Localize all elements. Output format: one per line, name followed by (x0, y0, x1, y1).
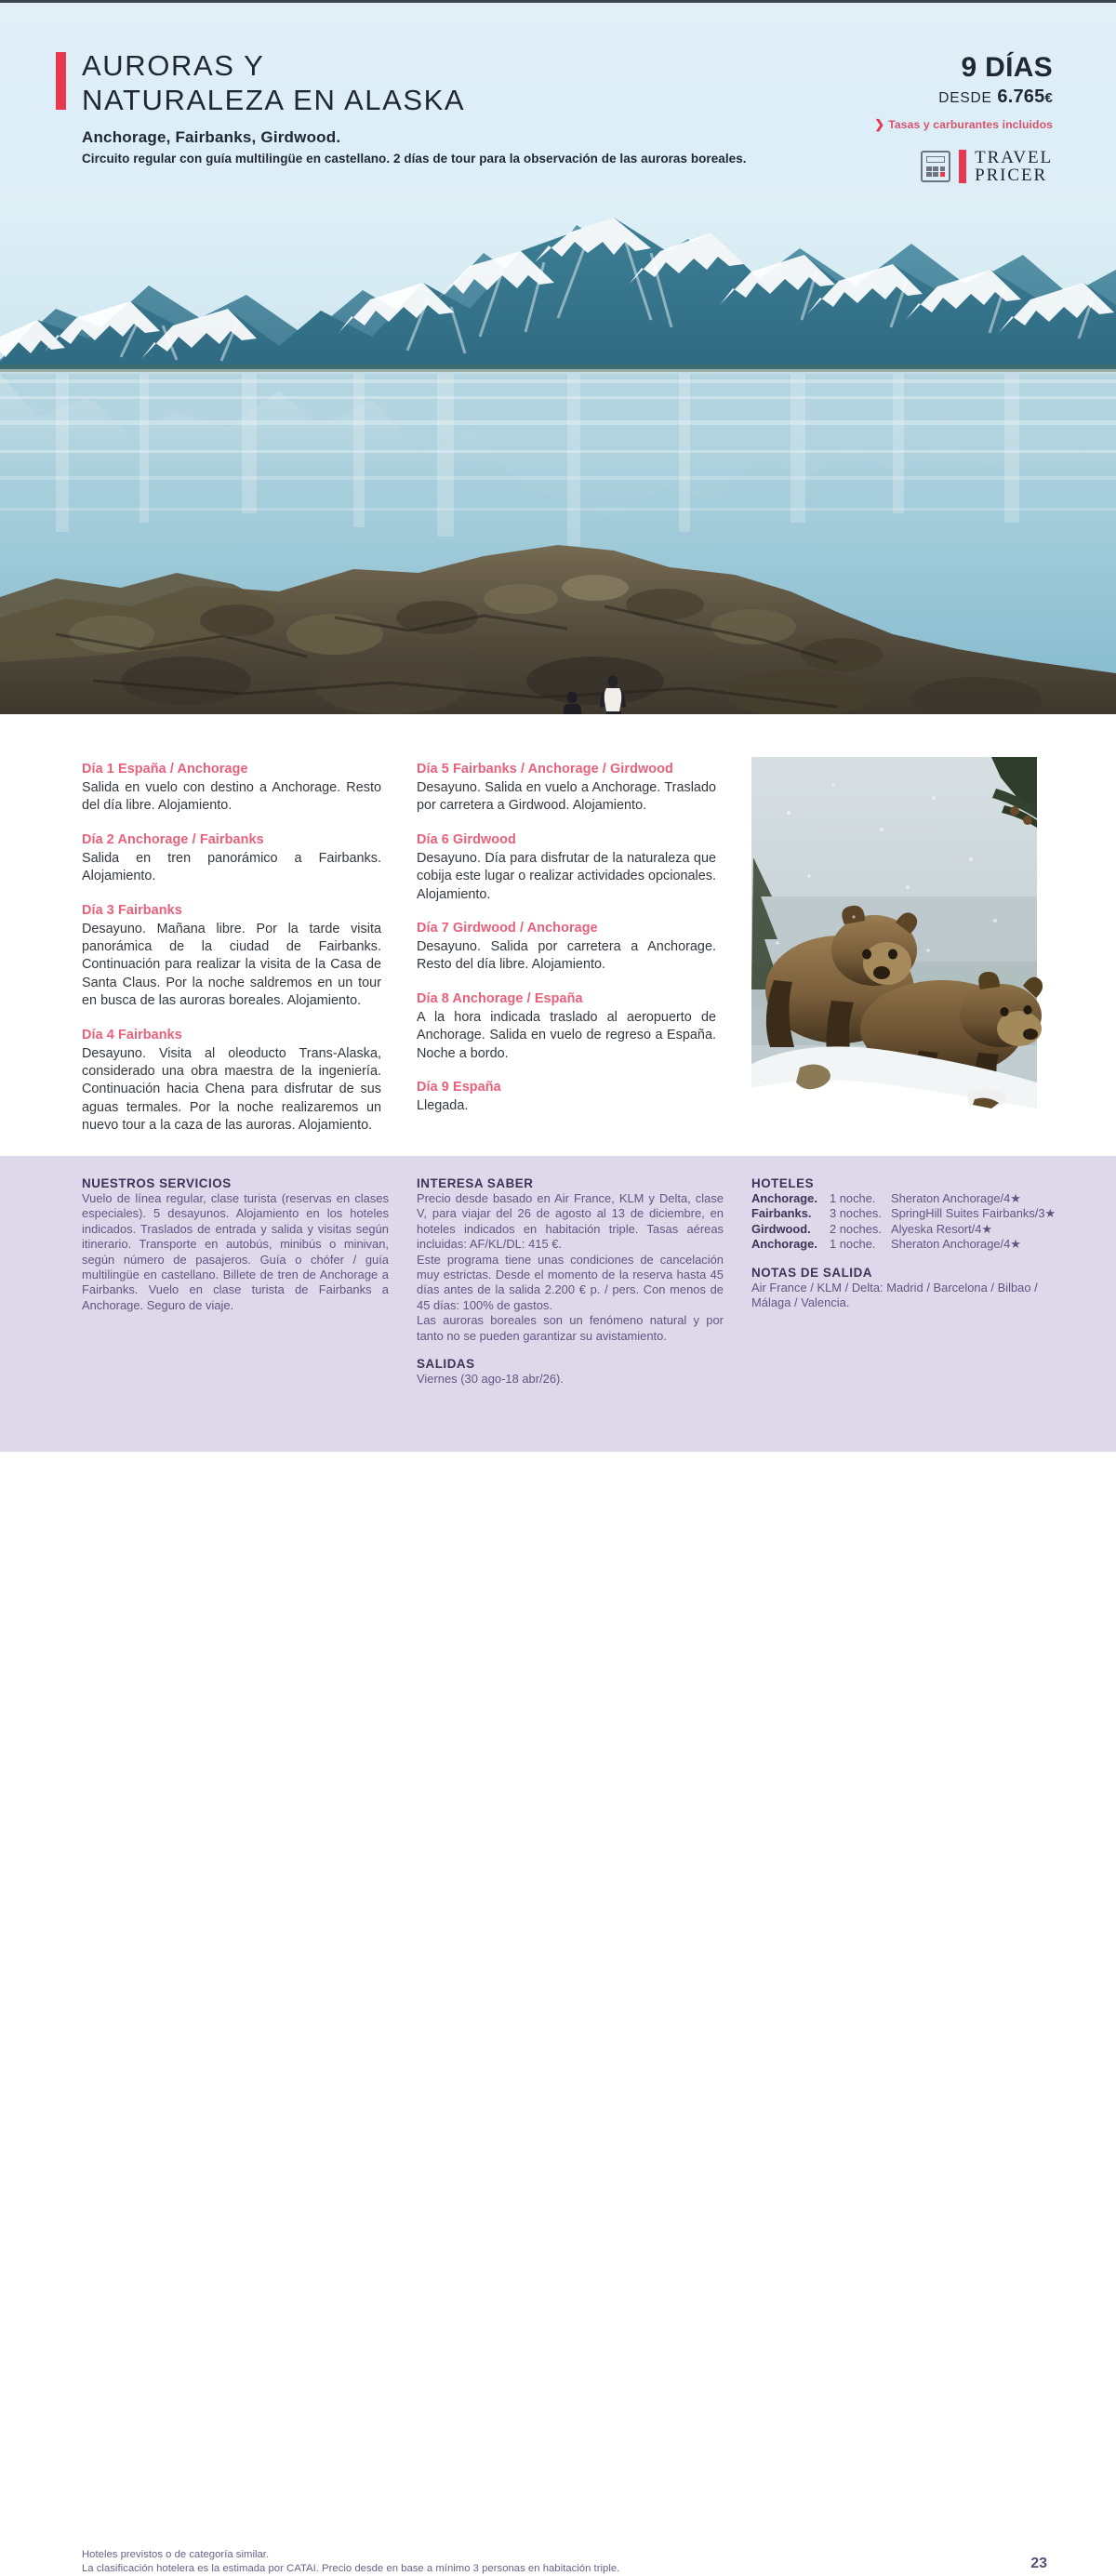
departure-notes-text: Air France / KLM / Delta: Madrid / Barcelona / Bilbao / Málaga / Valencia. (751, 1280, 1038, 1310)
services-column (82, 1176, 389, 1313)
logo-line-1: TRAVEL (975, 148, 1053, 167)
price-block (938, 86, 1053, 108)
price-from-label: DESDE (938, 90, 992, 106)
legal-line-2: La clasificación hotelera es la estimada por CATAI. Precio desde en base a mínimo 3 personas en habitación triple. (82, 2563, 620, 2575)
itinerary-day (82, 902, 381, 1011)
calculator-key (940, 166, 946, 171)
tour-description: Circuito regular con guía multilingüe en castellano. 2 días de tour para la observación de las auroras boreales. (82, 152, 747, 166)
duration-label: 9 DÍAS (961, 52, 1053, 83)
departures-heading: SALIDAS (417, 1357, 475, 1372)
itinerary-day-text: Desayuno. Mañana libre. Por la tarde visita panorámica de la ciudad de Fairbanks. Continuación para realizar la visita de la Casa de Santa Claus. Por la noche saldremos en un tour en busca de las auroras boreales. Alojamiento. (82, 921, 381, 1009)
calculator-key-accent (940, 172, 946, 177)
title-line-1: AURORAS Y (82, 49, 265, 82)
taxes-included-text: Tasas y carburantes incluidos (888, 118, 1053, 131)
header-top-rule (0, 0, 1116, 3)
calculator-keypad (926, 166, 945, 177)
spacer (751, 1253, 1058, 1266)
itinerary-day-title: Día 8 Anchorage / España (417, 990, 583, 1006)
title-line-2: NATURALEZA EN ALASKA (82, 84, 466, 116)
know-heading: INTERESA SABER (417, 1176, 534, 1190)
taxes-included-note (874, 117, 1053, 132)
hotel-name: Sheraton Anchorage/4★ (891, 1191, 1021, 1205)
calculator-key (926, 166, 932, 171)
calculator-key (926, 172, 932, 177)
title-accent-bar (56, 52, 66, 110)
hotel-city: Fairbanks. (751, 1206, 812, 1221)
legal-note (82, 2548, 789, 2576)
know-paragraph-3: Las auroras boreales son un fenómeno natural y por tanto no se pueden garantizar su avistamiento. (417, 1313, 724, 1343)
hotel-name: Alyeska Resort/4★ (891, 1221, 992, 1236)
itinerary-day-text: Salida en vuelo con destino a Anchorage. Resto del día libre. Alojamiento. (82, 780, 381, 814)
itinerary-day (417, 990, 716, 1063)
itinerary-day-title: Día 1 España / Anchorage (82, 762, 248, 777)
calculator-key (933, 166, 938, 171)
page-number: 23 (1030, 2556, 1047, 2571)
itinerary-day-text: A la hora indicada traslado al aeropuerto de Anchorage. Salida en vuelo de regreso a España. Noche a bordo. (417, 1009, 716, 1061)
hotel-nights: 2 noches. (830, 1221, 882, 1236)
services-text: Vuelo de línea regular, clase turista (reservas en clases especiales). 5 desayunos. Alojamiento en los hoteles indicados. Traslados de entrada y salida y visitas según itinerario. Transporte en autobús, minibús o minivan, según número de pasajeros. Guía o chófer / guía multilingüe en castellano. Billete de tren de Anchorage a Fairbanks. Vuelo en clase turista de Fairbanks a Anchorage. Seguro de viaje. (82, 1191, 389, 1312)
itinerary-day (417, 761, 716, 816)
calculator-screen (926, 156, 945, 163)
hotels-heading: HOTELES (751, 1176, 815, 1190)
itinerary-day-text: Salida en tren panorámico a Fairbanks. Alojamiento. (82, 850, 381, 884)
calculator-key (933, 172, 938, 177)
hotel-name: SpringHill Suites Fairbanks/3★ (891, 1206, 1056, 1221)
calculator-icon (921, 151, 950, 182)
chevron-right-icon: ❯ (874, 117, 885, 131)
itinerary-day (417, 920, 716, 975)
hotel-row (751, 1222, 1058, 1237)
itinerary-day-title: Día 7 Girdwood / Anchorage (417, 921, 598, 936)
hotel-city: Anchorage. (751, 1237, 817, 1252)
logo-wordmark (975, 149, 1053, 184)
services-heading: NUESTROS SERVICIOS (82, 1176, 232, 1190)
itinerary-day (82, 1027, 381, 1135)
hotel-city: Anchorage. (751, 1191, 817, 1205)
know-paragraph-1: Precio desde basado en Air France, KLM y Delta, clase V, para viajar del 26 de agosto al 13 de diciembre, en hoteles indicados en habitación triple. Tasas aéreas incluidas: AF/KL/DL: 415 €. (417, 1191, 724, 1252)
itinerary-day-text: Llegada. (417, 1098, 469, 1114)
itinerary-day-text: Desayuno. Salida en vuelo a Anchorage. Traslado por carretera a Girdwood. Alojamiento. (417, 780, 716, 814)
price-amount: 6.765 (997, 86, 1045, 107)
hotel-row (751, 1206, 1058, 1221)
footer-info-section (0, 1156, 1116, 2575)
itinerary-day (82, 761, 381, 816)
page-title (82, 48, 677, 117)
itinerary-day-title: Día 9 España (417, 1080, 501, 1095)
bear-photo (751, 757, 1037, 1120)
hero-photo (0, 197, 1116, 727)
itinerary-day-text: Desayuno. Visita al oleoducto Trans-Alaska, considerado una obra maestra de la ingeniería. Continuación hacia Chena para disfrutar de sus aguas termales. Por la noche realizaremos un nuevo tour a la caza de las auroras. Alojamiento. (82, 1045, 381, 1134)
itinerary-section (0, 727, 1116, 1156)
travel-pricer-logo (921, 149, 1053, 184)
know-paragraph-2: Este programa tiene unas condiciones de cancelación muy estrictas. Desde el momento de la reserva hasta 45 días antes de la salida 2.200 € p. / pers. Con menos de 45 días: 100% de gastos. (417, 1252, 724, 1312)
itinerary-day (417, 831, 716, 904)
hotel-row (751, 1237, 1058, 1252)
legal-line-1: Hoteles previstos o de categoría similar. (82, 2549, 270, 2560)
hotel-nights: 1 noche. (830, 1237, 876, 1252)
price-currency: € (1044, 90, 1053, 106)
hotel-row (751, 1191, 1058, 1206)
logo-accent-bar (959, 150, 966, 183)
itinerary-day-title: Día 4 Fairbanks (82, 1027, 182, 1042)
logo-line-2: PRICER (975, 166, 1048, 185)
itinerary-day-text: Desayuno. Día para disfrutar de la naturaleza que cobija este lugar o realizar actividades opcionales. Alojamiento. (417, 850, 716, 902)
page-header (0, 0, 1116, 197)
itinerary-day-title: Día 3 Fairbanks (82, 902, 182, 918)
departures-text: Viernes (30 ago-18 abr/26). (417, 1372, 564, 1387)
hotel-name: Sheraton Anchorage/4★ (891, 1237, 1021, 1252)
know-column (417, 1176, 724, 1387)
itinerary-day-text: Desayuno. Salida por carretera a Anchorage. Resto del día libre. Alojamiento. (417, 939, 716, 973)
departure-notes-heading: NOTAS DE SALIDA (751, 1265, 873, 1280)
hotel-nights: 3 noches. (830, 1206, 882, 1221)
itinerary-day-title: Día 2 Anchorage / Fairbanks (82, 831, 264, 847)
destination-cities: Anchorage, Fairbanks, Girdwood. (82, 128, 341, 146)
hotels-column (751, 1176, 1058, 1310)
hotel-nights: 1 noche. (830, 1191, 876, 1205)
hotel-city: Girdwood. (751, 1221, 811, 1236)
spacer (417, 1344, 724, 1357)
itinerary-day (417, 1079, 716, 1115)
itinerary-day-title: Día 6 Girdwood (417, 831, 516, 847)
itinerary-day (82, 831, 381, 886)
itinerary-column-right (417, 761, 716, 1115)
itinerary-day-title: Día 5 Fairbanks / Anchorage / Girdwood (417, 762, 673, 777)
itinerary-column-left (82, 761, 381, 1135)
